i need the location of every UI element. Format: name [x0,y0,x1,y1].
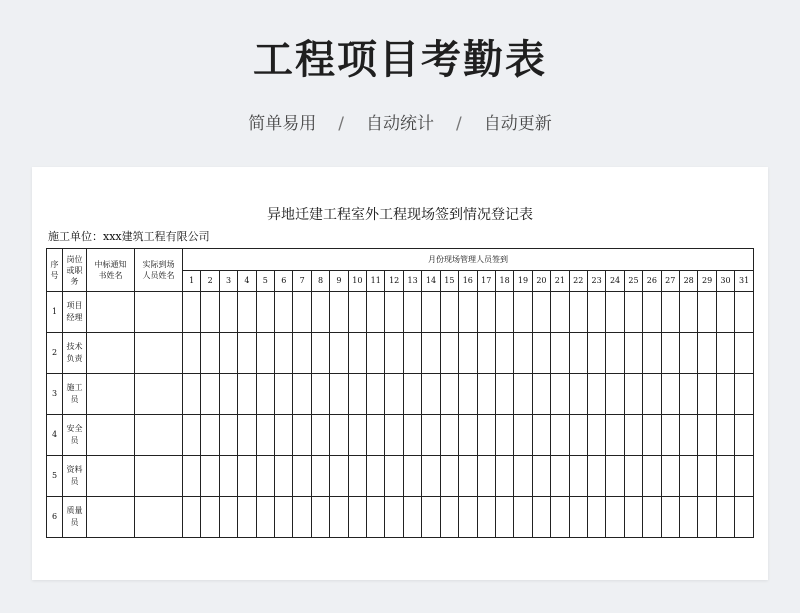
table-row [47,415,754,456]
cell-day-sign-in[interactable] [624,456,642,497]
day-header: 20 [532,271,550,292]
cell-day-sign-in[interactable] [293,333,311,374]
cell-day-sign-in[interactable] [698,456,716,497]
cell-day-sign-in[interactable] [587,292,605,333]
cell-day-sign-in[interactable] [367,456,385,497]
cell-day-sign-in[interactable] [385,333,403,374]
cell-day-sign-in[interactable] [569,497,587,538]
row-role-line: 质量 [66,506,83,515]
day-header: 25 [624,271,642,292]
cell-day-sign-in[interactable] [606,497,624,538]
cell-day-sign-in[interactable] [606,292,624,333]
cell-day-sign-in[interactable] [293,292,311,333]
row-role-line: 员 [70,436,79,445]
cell-day-sign-in[interactable] [348,374,366,415]
construction-unit-label: 施工单位： [48,230,103,243]
feature-separator: / [338,114,344,134]
cell-day-sign-in[interactable] [679,333,697,374]
page-title: 工程项目考勤表 [253,37,547,83]
row-role-line: 项目 [66,301,83,310]
cell-day-sign-in[interactable] [716,456,734,497]
cell-actual-name[interactable] [135,497,183,538]
cell-day-sign-in[interactable] [661,456,679,497]
row-seq: 5 [47,456,63,497]
cell-day-sign-in[interactable] [698,374,716,415]
cell-day-sign-in[interactable] [256,333,274,374]
header-winner-line: 书姓名 [98,271,123,280]
cell-day-sign-in[interactable] [661,415,679,456]
cell-day-sign-in[interactable] [403,292,421,333]
cell-day-sign-in[interactable] [606,333,624,374]
cell-day-sign-in[interactable] [495,497,513,538]
table-row [47,333,754,374]
header-seq-line: 号 [50,271,59,280]
cell-day-sign-in[interactable] [551,415,569,456]
row-role-line: 资料 [66,465,83,474]
cell-day-sign-in[interactable] [330,292,348,333]
cell-day-sign-in[interactable] [311,415,329,456]
cell-day-sign-in[interactable] [514,333,532,374]
cell-day-sign-in[interactable] [624,292,642,333]
cell-day-sign-in[interactable] [183,374,201,415]
cell-day-sign-in[interactable] [477,374,495,415]
cell-day-sign-in[interactable] [643,333,661,374]
cell-day-sign-in[interactable] [698,292,716,333]
header-position [63,249,87,292]
cell-day-sign-in[interactable] [569,415,587,456]
cell-day-sign-in[interactable] [403,497,421,538]
row-role-line: 员 [70,518,79,527]
cell-day-sign-in[interactable] [275,497,293,538]
row-role-line: 经理 [66,313,83,322]
row-role-line: 员 [70,395,79,404]
header-seq-line: 序 [50,260,59,269]
cell-day-sign-in[interactable] [311,333,329,374]
cell-day-sign-in[interactable] [679,415,697,456]
cell-day-sign-in[interactable] [440,415,458,456]
cell-day-sign-in[interactable] [459,415,477,456]
cell-day-sign-in[interactable] [477,456,495,497]
cell-day-sign-in[interactable] [440,497,458,538]
cell-actual-name[interactable] [135,374,183,415]
cell-day-sign-in[interactable] [311,456,329,497]
day-header: 11 [367,271,385,292]
cell-day-sign-in[interactable] [551,292,569,333]
cell-day-sign-in[interactable] [201,333,219,374]
cell-day-sign-in[interactable] [643,456,661,497]
row-role [63,292,87,333]
header-winner-line: 中标通知 [94,260,127,269]
cell-day-sign-in[interactable] [256,456,274,497]
cell-day-sign-in[interactable] [587,333,605,374]
cell-day-sign-in[interactable] [716,292,734,333]
row-role-line: 员 [70,477,79,486]
cell-day-sign-in[interactable] [201,415,219,456]
cell-day-sign-in[interactable] [587,415,605,456]
cell-day-sign-in[interactable] [367,374,385,415]
cell-day-sign-in[interactable] [735,456,754,497]
day-header: 23 [587,271,605,292]
cell-winner-name[interactable] [87,497,135,538]
cell-day-sign-in[interactable] [256,374,274,415]
day-header: 22 [569,271,587,292]
row-role [63,497,87,538]
cell-day-sign-in[interactable] [201,456,219,497]
header-sign-in-group: 月份现场管理人员签到 [183,249,754,271]
cell-actual-name[interactable] [135,456,183,497]
cell-day-sign-in[interactable] [330,497,348,538]
cell-day-sign-in[interactable] [201,292,219,333]
row-role-line: 施工 [66,383,83,392]
cell-day-sign-in[interactable] [624,497,642,538]
row-role-line: 安全 [66,424,83,433]
cell-day-sign-in[interactable] [219,374,237,415]
cell-actual-name[interactable] [135,292,183,333]
cell-day-sign-in[interactable] [367,292,385,333]
cell-day-sign-in[interactable] [348,415,366,456]
sheet-title: 异地迁建工程室外工程现场签到情况登记表 [267,207,533,223]
cell-day-sign-in[interactable] [532,415,550,456]
cell-winner-name[interactable] [87,456,135,497]
construction-unit-name[interactable]: xxx建筑工程有限公司 [103,230,210,243]
day-header: 2 [201,271,219,292]
day-header: 27 [661,271,679,292]
cell-day-sign-in[interactable] [348,456,366,497]
cell-day-sign-in[interactable] [367,497,385,538]
cell-day-sign-in[interactable] [643,374,661,415]
cell-day-sign-in[interactable] [385,374,403,415]
cell-day-sign-in[interactable] [624,333,642,374]
cell-day-sign-in[interactable] [587,497,605,538]
cell-day-sign-in[interactable] [219,333,237,374]
cell-day-sign-in[interactable] [403,333,421,374]
cell-day-sign-in[interactable] [275,456,293,497]
cell-day-sign-in[interactable] [661,497,679,538]
cell-day-sign-in[interactable] [422,333,440,374]
cell-day-sign-in[interactable] [275,415,293,456]
cell-day-sign-in[interactable] [403,374,421,415]
day-header: 26 [643,271,661,292]
cell-day-sign-in[interactable] [422,374,440,415]
day-header: 29 [698,271,716,292]
cell-day-sign-in[interactable] [698,333,716,374]
row-seq: 6 [47,497,63,538]
day-header: 4 [238,271,256,292]
cell-day-sign-in[interactable] [661,374,679,415]
cell-day-sign-in[interactable] [201,497,219,538]
cell-day-sign-in[interactable] [459,292,477,333]
feature-tagline [0,110,800,138]
cell-day-sign-in[interactable] [716,415,734,456]
cell-day-sign-in[interactable] [716,497,734,538]
cell-day-sign-in[interactable] [495,415,513,456]
cell-day-sign-in[interactable] [514,374,532,415]
cell-day-sign-in[interactable] [219,292,237,333]
cell-day-sign-in[interactable] [532,456,550,497]
row-role-line: 技术 [66,342,83,351]
cell-day-sign-in[interactable] [183,497,201,538]
cell-day-sign-in[interactable] [661,333,679,374]
day-header: 15 [440,271,458,292]
table-row [47,374,754,415]
cell-day-sign-in[interactable] [183,415,201,456]
cell-day-sign-in[interactable] [661,292,679,333]
cell-day-sign-in[interactable] [348,333,366,374]
cell-day-sign-in[interactable] [735,333,754,374]
cell-day-sign-in[interactable] [422,456,440,497]
cell-day-sign-in[interactable] [532,374,550,415]
cell-day-sign-in[interactable] [495,456,513,497]
table-row [47,292,754,333]
cell-day-sign-in[interactable] [238,333,256,374]
cell-day-sign-in[interactable] [238,415,256,456]
cell-day-sign-in[interactable] [293,374,311,415]
cell-day-sign-in[interactable] [643,292,661,333]
header-row-group [47,249,754,271]
cell-day-sign-in[interactable] [238,497,256,538]
cell-day-sign-in[interactable] [311,292,329,333]
cell-day-sign-in[interactable] [477,497,495,538]
cell-day-sign-in[interactable] [551,374,569,415]
header-position-line: 务 [70,276,79,286]
cell-day-sign-in[interactable] [587,456,605,497]
row-seq: 4 [47,415,63,456]
cell-day-sign-in[interactable] [275,292,293,333]
cell-day-sign-in[interactable] [569,333,587,374]
day-header: 16 [459,271,477,292]
cell-day-sign-in[interactable] [514,497,532,538]
cell-day-sign-in[interactable] [514,292,532,333]
feature-easy: 简单易用 [248,114,317,134]
construction-unit [48,229,210,245]
cell-day-sign-in[interactable] [532,497,550,538]
header-actual-line: 人员姓名 [142,271,175,280]
header-actual-line: 实际到场 [142,260,175,269]
cell-day-sign-in[interactable] [311,374,329,415]
day-header: 17 [477,271,495,292]
cell-day-sign-in[interactable] [422,497,440,538]
cell-day-sign-in[interactable] [256,497,274,538]
cell-day-sign-in[interactable] [293,415,311,456]
day-header: 10 [348,271,366,292]
day-header: 28 [679,271,697,292]
header-position-line: 或职 [66,265,83,275]
cell-day-sign-in[interactable] [330,333,348,374]
row-seq: 3 [47,374,63,415]
cell-day-sign-in[interactable] [735,292,754,333]
row-role [63,456,87,497]
day-header: 9 [330,271,348,292]
cell-day-sign-in[interactable] [293,497,311,538]
cell-day-sign-in[interactable] [403,415,421,456]
cell-day-sign-in[interactable] [422,292,440,333]
cell-day-sign-in[interactable] [551,333,569,374]
cell-day-sign-in[interactable] [551,497,569,538]
day-header: 8 [311,271,329,292]
day-header: 12 [385,271,403,292]
row-role [63,333,87,374]
cell-day-sign-in[interactable] [606,374,624,415]
row-seq: 2 [47,333,63,374]
cell-day-sign-in[interactable] [716,374,734,415]
table-body [47,292,754,538]
cell-winner-name[interactable] [87,333,135,374]
cell-day-sign-in[interactable] [459,374,477,415]
cell-day-sign-in[interactable] [238,292,256,333]
cell-day-sign-in[interactable] [201,374,219,415]
row-seq: 1 [47,292,63,333]
cell-day-sign-in[interactable] [606,456,624,497]
cell-day-sign-in[interactable] [569,292,587,333]
day-header: 1 [183,271,201,292]
cell-day-sign-in[interactable] [477,292,495,333]
cell-day-sign-in[interactable] [477,333,495,374]
cell-day-sign-in[interactable] [330,415,348,456]
cell-day-sign-in[interactable] [330,374,348,415]
cell-day-sign-in[interactable] [183,456,201,497]
attendance-table [46,248,754,538]
cell-day-sign-in[interactable] [256,415,274,456]
cell-day-sign-in[interactable] [495,374,513,415]
cell-day-sign-in[interactable] [569,374,587,415]
day-header: 18 [495,271,513,292]
day-header: 30 [716,271,734,292]
day-header: 7 [293,271,311,292]
cell-day-sign-in[interactable] [256,292,274,333]
header-seq [47,249,63,292]
cell-day-sign-in[interactable] [219,456,237,497]
cell-day-sign-in[interactable] [219,497,237,538]
cell-day-sign-in[interactable] [422,415,440,456]
cell-day-sign-in[interactable] [275,374,293,415]
cell-day-sign-in[interactable] [679,292,697,333]
cell-winner-name[interactable] [87,292,135,333]
day-header: 5 [256,271,274,292]
cell-day-sign-in[interactable] [367,333,385,374]
cell-day-sign-in[interactable] [459,333,477,374]
cell-day-sign-in[interactable] [238,374,256,415]
cell-day-sign-in[interactable] [716,333,734,374]
table-row [47,497,754,538]
cell-day-sign-in[interactable] [735,374,754,415]
day-header: 14 [422,271,440,292]
cell-day-sign-in[interactable] [183,292,201,333]
cell-day-sign-in[interactable] [385,497,403,538]
cell-day-sign-in[interactable] [440,374,458,415]
cell-day-sign-in[interactable] [551,456,569,497]
feature-separator: / [456,114,462,134]
cell-day-sign-in[interactable] [348,292,366,333]
cell-day-sign-in[interactable] [238,456,256,497]
cell-day-sign-in[interactable] [459,456,477,497]
row-role [63,374,87,415]
cell-day-sign-in[interactable] [385,415,403,456]
cell-day-sign-in[interactable] [440,456,458,497]
cell-day-sign-in[interactable] [532,333,550,374]
day-header: 19 [514,271,532,292]
feature-auto-update: 自动更新 [483,114,552,134]
header-actual-name [135,249,183,292]
cell-day-sign-in[interactable] [514,415,532,456]
attendance-sheet [32,167,768,580]
cell-day-sign-in[interactable] [679,456,697,497]
cell-winner-name[interactable] [87,415,135,456]
cell-day-sign-in[interactable] [403,456,421,497]
cell-day-sign-in[interactable] [643,415,661,456]
cell-day-sign-in[interactable] [183,333,201,374]
cell-day-sign-in[interactable] [385,456,403,497]
cell-day-sign-in[interactable] [698,415,716,456]
cell-day-sign-in[interactable] [569,456,587,497]
day-header: 13 [403,271,421,292]
cell-day-sign-in[interactable] [606,415,624,456]
cell-actual-name[interactable] [135,415,183,456]
header-position-line: 岗位 [66,254,83,264]
row-role [63,415,87,456]
cell-day-sign-in[interactable] [679,497,697,538]
day-header: 3 [219,271,237,292]
day-header: 24 [606,271,624,292]
day-header: 6 [275,271,293,292]
cell-day-sign-in[interactable] [219,415,237,456]
header-winner-name [87,249,135,292]
cell-day-sign-in[interactable] [643,497,661,538]
cell-day-sign-in[interactable] [293,456,311,497]
cell-day-sign-in[interactable] [495,292,513,333]
cell-day-sign-in[interactable] [275,333,293,374]
cell-day-sign-in[interactable] [459,497,477,538]
cell-day-sign-in[interactable] [348,497,366,538]
table-row [47,456,754,497]
cell-day-sign-in[interactable] [532,292,550,333]
cell-day-sign-in[interactable] [679,374,697,415]
cell-day-sign-in[interactable] [477,415,495,456]
cell-day-sign-in[interactable] [735,497,754,538]
cell-actual-name[interactable] [135,333,183,374]
cell-day-sign-in[interactable] [624,415,642,456]
row-role-line: 负责 [66,354,83,363]
cell-day-sign-in[interactable] [367,415,385,456]
cell-day-sign-in[interactable] [440,333,458,374]
cell-day-sign-in[interactable] [624,374,642,415]
cell-day-sign-in[interactable] [698,497,716,538]
cell-day-sign-in[interactable] [311,497,329,538]
cell-day-sign-in[interactable] [514,456,532,497]
cell-day-sign-in[interactable] [495,333,513,374]
cell-day-sign-in[interactable] [385,292,403,333]
feature-auto-stats: 自动统计 [366,114,434,134]
cell-day-sign-in[interactable] [330,456,348,497]
day-header: 21 [551,271,569,292]
cell-day-sign-in[interactable] [735,415,754,456]
cell-day-sign-in[interactable] [587,374,605,415]
day-header: 31 [735,271,754,292]
cell-day-sign-in[interactable] [440,292,458,333]
cell-winner-name[interactable] [87,374,135,415]
